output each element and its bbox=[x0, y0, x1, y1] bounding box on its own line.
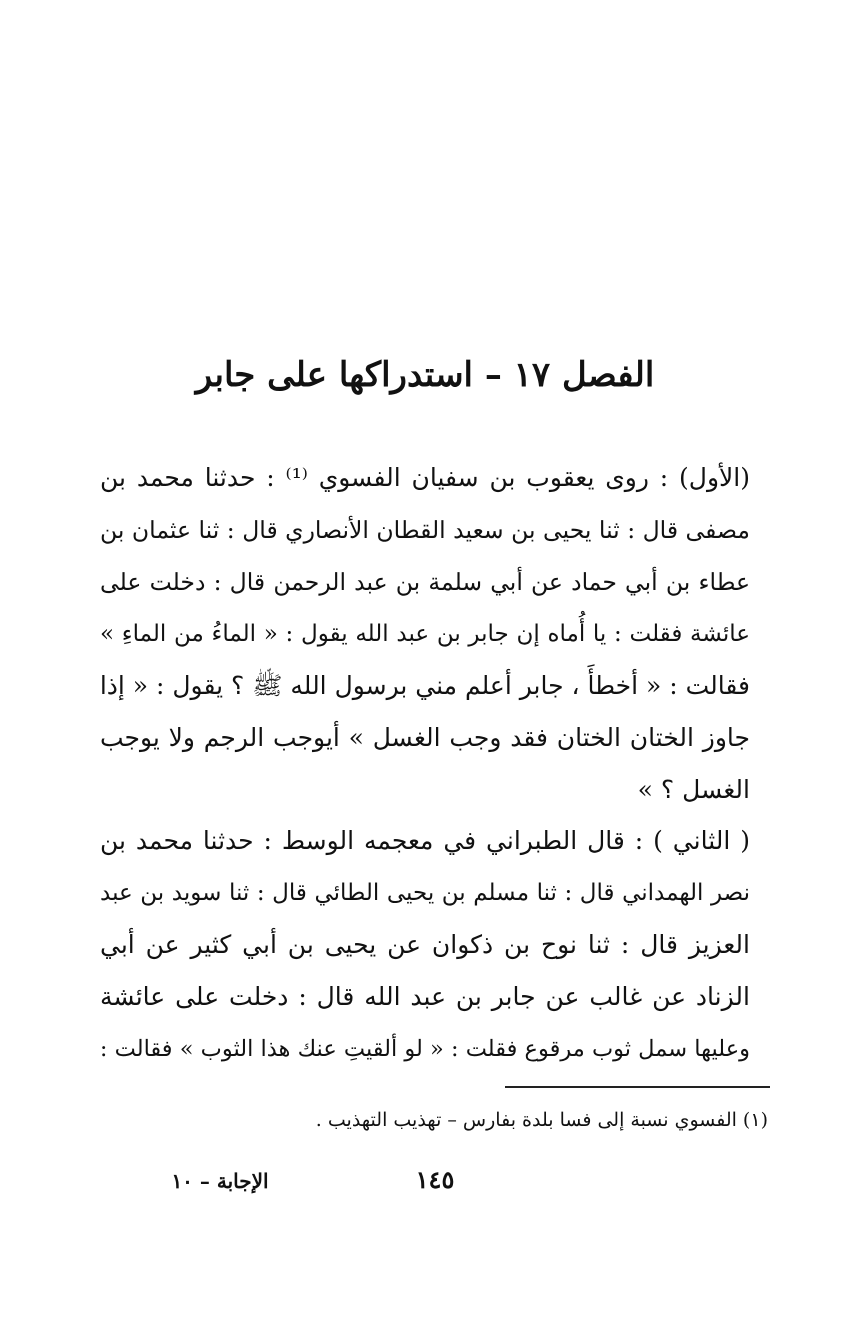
paragraph-first-narration bbox=[100, 452, 750, 816]
footnote-divider bbox=[505, 1086, 770, 1088]
text-line: عائشة فقلت : يا أُماه إن جابر بن عبد الله يقول : « الماءُ من الماءِ » bbox=[100, 621, 750, 647]
text-line: نصر الهمداني قال : ثنا مسلم بن يحيى الطائي قال : ثنا سويد بن عبد bbox=[100, 880, 750, 906]
text-line: ( الثاني ) : قال الطبراني في معجمه الوسط : حدثنا محمد بن bbox=[100, 826, 750, 855]
signature-mark: الإجابة – ١٠ bbox=[171, 1169, 269, 1193]
chapter-title: الفصل ١٧ – استدراكها على جابر bbox=[195, 355, 655, 395]
footnote: (١) الفسوي نسبة إلى فسا بلدة بفارس – تهذيب التهذيب . bbox=[315, 1109, 768, 1131]
text-line: وعليها سمل ثوب مرقوع فقلت : « لو ألقيتِ عنك هذا الثوب » فقالت : bbox=[99, 1036, 750, 1062]
text-line: فقالت : « أخطأَ ، جابر أعلم مني برسول الله ﷺ ؟ يقول : « إذا bbox=[99, 671, 750, 700]
text-line: العزيز قال : ثنا نوح بن ذكوان عن يحيى بن أبي كثير عن أبي bbox=[100, 930, 750, 959]
text-line: الزناد عن غالب عن جابر بن عبد الله قال : دخلت على عائشة bbox=[100, 982, 750, 1011]
text-line: الغسل ؟ » bbox=[637, 775, 750, 804]
text-line: عطاء بن أبي حماد عن أبي سلمة بن عبد الرحمن قال : دخلت على bbox=[100, 568, 750, 596]
page-number: ١٤٥ bbox=[415, 1165, 455, 1194]
text-line: جاوز الختان الختان فقد وجب الغسل » أيوجب الرجم ولا يوجب bbox=[100, 723, 750, 752]
paragraph-second-narration bbox=[100, 815, 750, 1075]
text-line: مصفى قال : ثنا يحيى بن سعيد القطان الأنصاري قال : ثنا عثمان بن bbox=[100, 516, 750, 544]
text-line: (الأول) : روى يعقوب بن سفيان الفسوي ⁽¹⁾ : حدثنا محمد بن bbox=[100, 463, 750, 492]
